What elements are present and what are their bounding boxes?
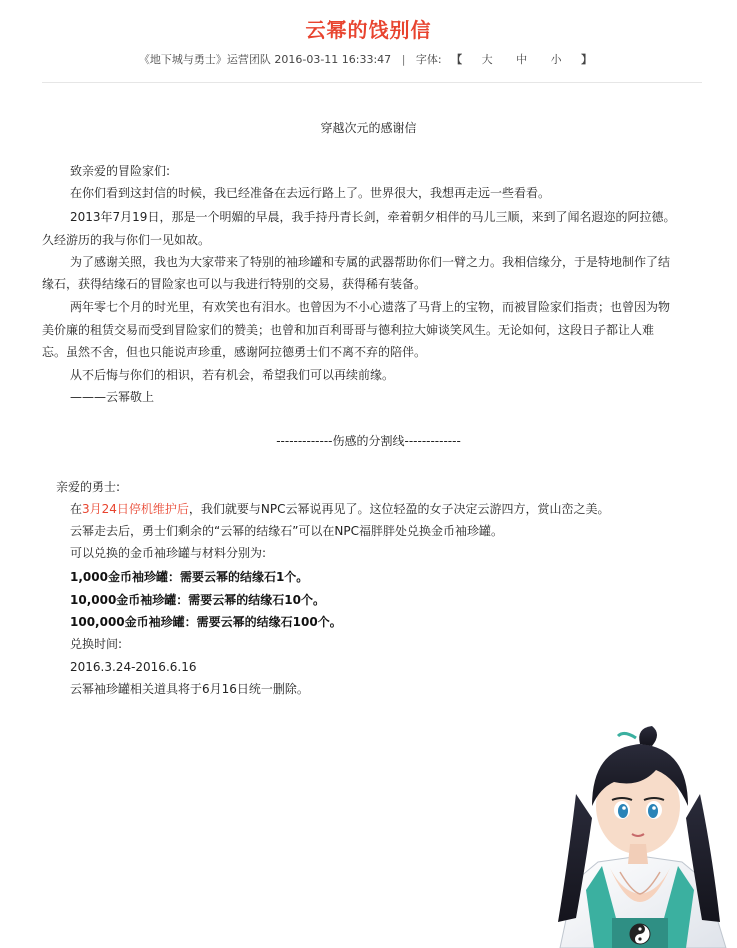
letter-paragraph: 忘。虽然不舍，但也只能说声珍重，感谢阿拉德勇士们不离不弃的陪伴。 [42, 345, 427, 359]
letter-paragraph: 为了感谢关照，我也为大家带来了特别的袖珍罐和专属的武器帮助你们一臂之力。我相信缘分，于是特地制作了结 [70, 255, 671, 269]
letter-greeting: 致亲爱的冒险家们: [70, 164, 171, 178]
exchange-item: 100,000金币袖珍罐：需要云幂的结缘石100个。 [70, 615, 342, 629]
bracket-close: 】 [581, 53, 593, 66]
font-size-medium-button[interactable]: 中 [516, 53, 528, 66]
font-size-label: 字体: [415, 53, 442, 66]
notice-line-prefix: 在 [70, 502, 83, 516]
letter-paragraph: 美价廉的租赁交易而受到冒险家们的赞美；也曾和加百利哥哥与德利拉大婶谈笑风生。无论如何，这段日子都让人难 [42, 323, 655, 337]
letter-paragraph: 两年零七个月的时光里，有欢笑也有泪水。也曾因为不小心遗落了马背上的宝物，而被冒险家们指责；也曾因为物 [70, 300, 671, 314]
character-illustration [540, 722, 737, 948]
meta-separator: | [401, 53, 406, 66]
bracket-open: 【 [451, 53, 463, 66]
font-size-small-button[interactable]: 小 [550, 53, 562, 66]
font-size-large-button[interactable]: 大 [481, 53, 493, 66]
notice-line-suffix: ，我们就要与NPC云幂说再见了。这位轻盈的女子决定云游四方，赏山峦之美。 [188, 502, 610, 516]
article-meta [0, 51, 737, 67]
exchange-item: 10,000金币袖珍罐：需要云幂的结缘石10个。 [70, 593, 326, 607]
exchange-time-label: 兑换时间: [70, 637, 123, 651]
exchange-item: 1,000金币袖珍罐：需要云幂的结缘石1个。 [70, 570, 309, 584]
notice-greeting: 亲爱的勇士: [56, 480, 121, 494]
article-title: 云幂的饯别信 [305, 18, 432, 42]
notice-line: 云幂走去后，勇士们剩余的“云幂的结缘石”可以在NPC福胖胖处兑换金币袖珍罐。 [70, 524, 504, 538]
exchange-time-range: 2016.3.24-2016.6.16 [70, 660, 197, 674]
notice-line [70, 498, 610, 520]
letter-heading: 穿越次元的感谢信 [320, 121, 417, 135]
header-divider [42, 82, 702, 83]
notice-line: 可以兑换的金币袖珍罐与材料分别为: [70, 546, 267, 560]
letter-paragraph: 缘石，获得结缘石的冒险家也可以与我进行特别的交易，获得稀有装备。 [42, 277, 427, 291]
letter-paragraph: 从不后悔与你们的相识，若有机会，希望我们可以再续前缘。 [70, 368, 395, 382]
letter-paragraph: 久经游历的我与你们一见如故。 [42, 233, 211, 247]
section-divider: -------------伤感的分割线------------- [276, 434, 461, 448]
maintenance-date-highlight: 3月24日停机维护后 [82, 502, 189, 516]
letter-paragraph: 2013年7月19日，那是一个明媚的早晨，我手持丹青长剑，牵着朝夕相伴的马儿三顺，来到了闻名遐迩的阿拉德。 [70, 210, 676, 224]
letter-signature: ———云幂敬上 [70, 390, 155, 404]
notice-line: 云幂袖珍罐相关道具将于6月16日统一删除。 [70, 682, 309, 696]
letter-paragraph: 在你们看到这封信的时候，我已经准备在去远行路上了。世界很大，我想再走远一些看看。 [70, 186, 551, 200]
source-date: 《地下城与勇士》运营团队 2016-03-11 16:33:47 [138, 53, 392, 66]
